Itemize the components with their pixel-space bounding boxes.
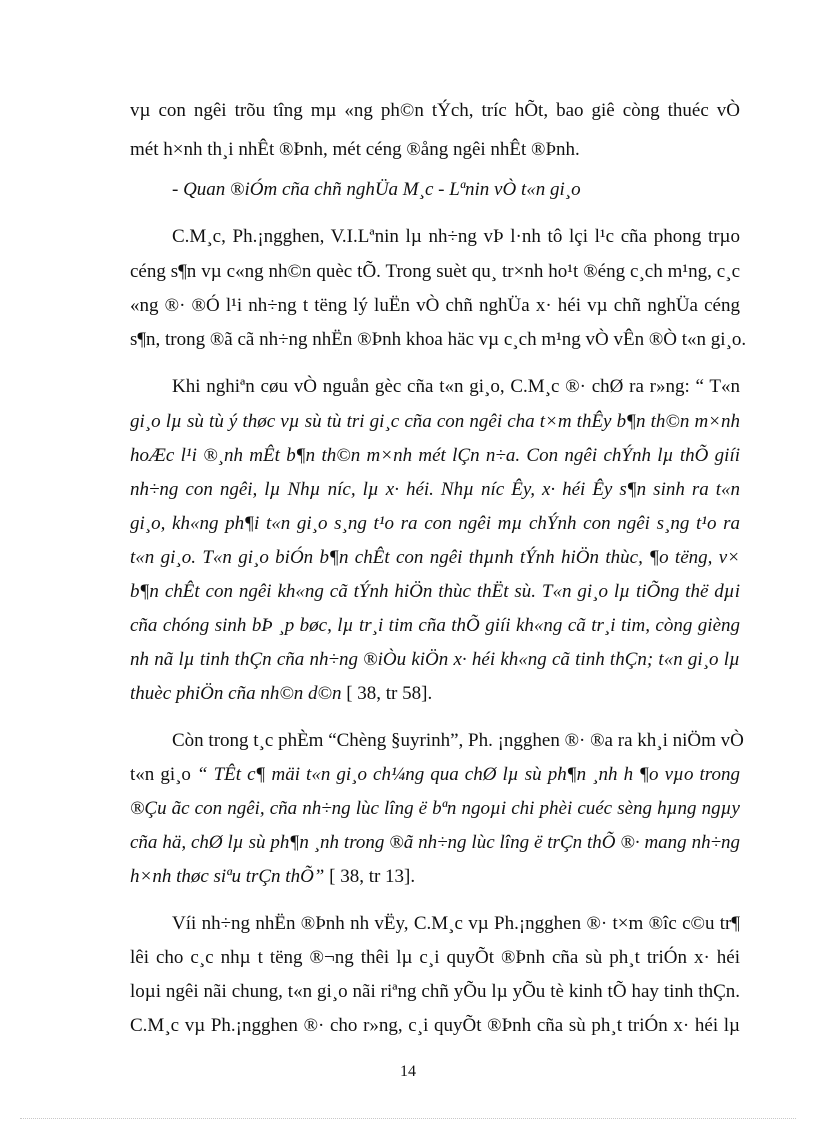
page-number: 14 — [400, 1063, 416, 1080]
quote-text-line: b¶n chÊt con ngêi kh«ng cã tÝnh hiÖn thùc thËt sù. T«n gi¸o lµ tiÕng thë dµi — [130, 581, 740, 602]
quote-text-line: hoÆc l¹i ®¸nh mÊt b¶n th©n m×nh mét lÇn n÷a. Con ngêi chÝnh lµ thÕ giíi — [130, 445, 740, 466]
body-text-line: «ng ®· ®Ó l¹i nh÷ng t tëng lý luËn vÒ chñ nghÜa x· héi vµ chñ nghÜa céng — [130, 295, 740, 316]
section-heading: - Quan ®iÓm cña chñ nghÜa M¸c - Lªnin vÒ t«n gi¸o — [172, 179, 581, 200]
body-text: t«n gi¸o — [130, 764, 191, 785]
quote-text-line: nh nã lµ tinh thÇn cña nh÷ng ®iÒu kiÖn x· héi kh«ng cã tinh thÇn; t«n gi¸o lµ — [130, 649, 740, 670]
body-text-line: C.M¸c vµ Ph.¡ngghen ®· cho r»ng, c¸i quyÕt ®Þnh cña sù ph¸t triÓn x· héi lµ — [130, 1015, 740, 1036]
quote-text-line: gi¸o lµ sù tù ý thøc vµ sù tù tri gi¸c cña con ngêi cha t×m thÊy b¶n th©n m×nh — [130, 411, 740, 432]
body-text-line: mét h×nh th¸i nhÊt ®Þnh, mét céng ®ång ngêi nhÊt ®Þnh. — [130, 139, 580, 160]
quote-text-line: cña hä, chØ lµ sù ph¶n ¸nh trong ®ã nh÷ng lùc lîng ë trÇn thÕ ®· mang nh÷ng — [130, 832, 740, 853]
quote-text: thuèc phiÖn cña nh©n d©n — [130, 683, 342, 704]
body-text-line: C.M¸c, Ph.¡ngghen, V.I.Lªnin lµ nh÷ng vÞ l·nh tô lçi l¹c cña phong trµo — [172, 226, 740, 247]
body-text-line: Víi nh÷ng nhËn ®Þnh nh vËy, C.M¸c vµ Ph.¡ngghen ®· t×m ®îc c©u tr¶ — [172, 913, 740, 934]
citation: [ 38, tr 58]. — [341, 683, 433, 704]
body-text-line: Còn trong t¸c phÈm “Chèng §uyrinh”, Ph. ¡ngghen ®· ®a ra kh¸i niÖm vÒ — [172, 730, 744, 751]
citation: [ 38, tr 13]. — [324, 866, 416, 887]
quote-text-line: gi¸o, kh«ng ph¶i t«n gi¸o s¸ng t¹o ra con ngêi mµ chÝnh con ngêi s¸ng t¹o ra — [130, 513, 740, 534]
quote-text-line: ®Çu ãc con ngêi, cña nh÷ng lùc lîng ë bªn ngoµi chi phèi cuéc sèng hµng ngµy — [130, 798, 740, 819]
body-text-line: céng s¶n vµ c«ng nh©n quèc tÕ. Trong suèt qu¸ tr×nh ho¹t ®éng c¸ch m¹ng, c¸c — [130, 261, 740, 282]
body-text-line — [130, 865, 415, 889]
quote-text: “ TÊt c¶ mäi t«n gi¸o ch¼ng qua chØ lµ sù ph¶n ¸nh h ¶o vµo trong — [196, 764, 740, 785]
body-text-line — [130, 763, 740, 787]
body-text-line: loµi ngêi nãi chung, t«n gi¸o nãi riªng chñ yÕu lµ yÕu tè kinh tÕ hay tinh thÇn. — [130, 981, 740, 1002]
quote-text: h×nh thøc siªu trÇn thÕ” — [130, 866, 325, 887]
page-bottom-divider — [20, 1118, 796, 1119]
quote-text-line: nh÷ng con ngêi, lµ Nhµ níc, lµ x· héi. Nhµ níc Êy, x· héi Êy s¶n sinh ra t«n — [130, 479, 740, 500]
body-text-line: Khi nghiªn cøu vÒ nguån gèc cña t«n gi¸o, C.M¸c ®· chØ ra r»ng: “ T«n — [172, 376, 740, 397]
body-text-line: s¶n, trong ®ã cã nh÷ng nhËn ®Þnh khoa häc vµ c¸ch m¹ng vÒ vÊn ®Ò t«n gi¸o. — [130, 329, 747, 350]
body-text-line — [130, 682, 432, 706]
quote-text-line: t«n gi¸o. T«n gi¸o biÓn b¶n chÊt con ngêi thµnh tÝnh hiÖn thùc, ¶o tëng, v× — [130, 547, 740, 568]
quote-text-line: cña chóng sinh bÞ ¸p bøc, lµ tr¸i tim cña thÕ giíi kh«ng cã tr¸i tim, còng gièng — [130, 615, 740, 636]
body-text-line: vµ con ngêi trõu tîng mµ «ng ph©n tÝch, tríc hÕt, bao giê còng thuéc vÒ — [130, 100, 740, 121]
body-text-line: lêi cho c¸c nhµ t tëng ®¬ng thêi lµ c¸i quyÕt ®Þnh cña sù ph¸t triÓn x· héi — [130, 947, 740, 968]
